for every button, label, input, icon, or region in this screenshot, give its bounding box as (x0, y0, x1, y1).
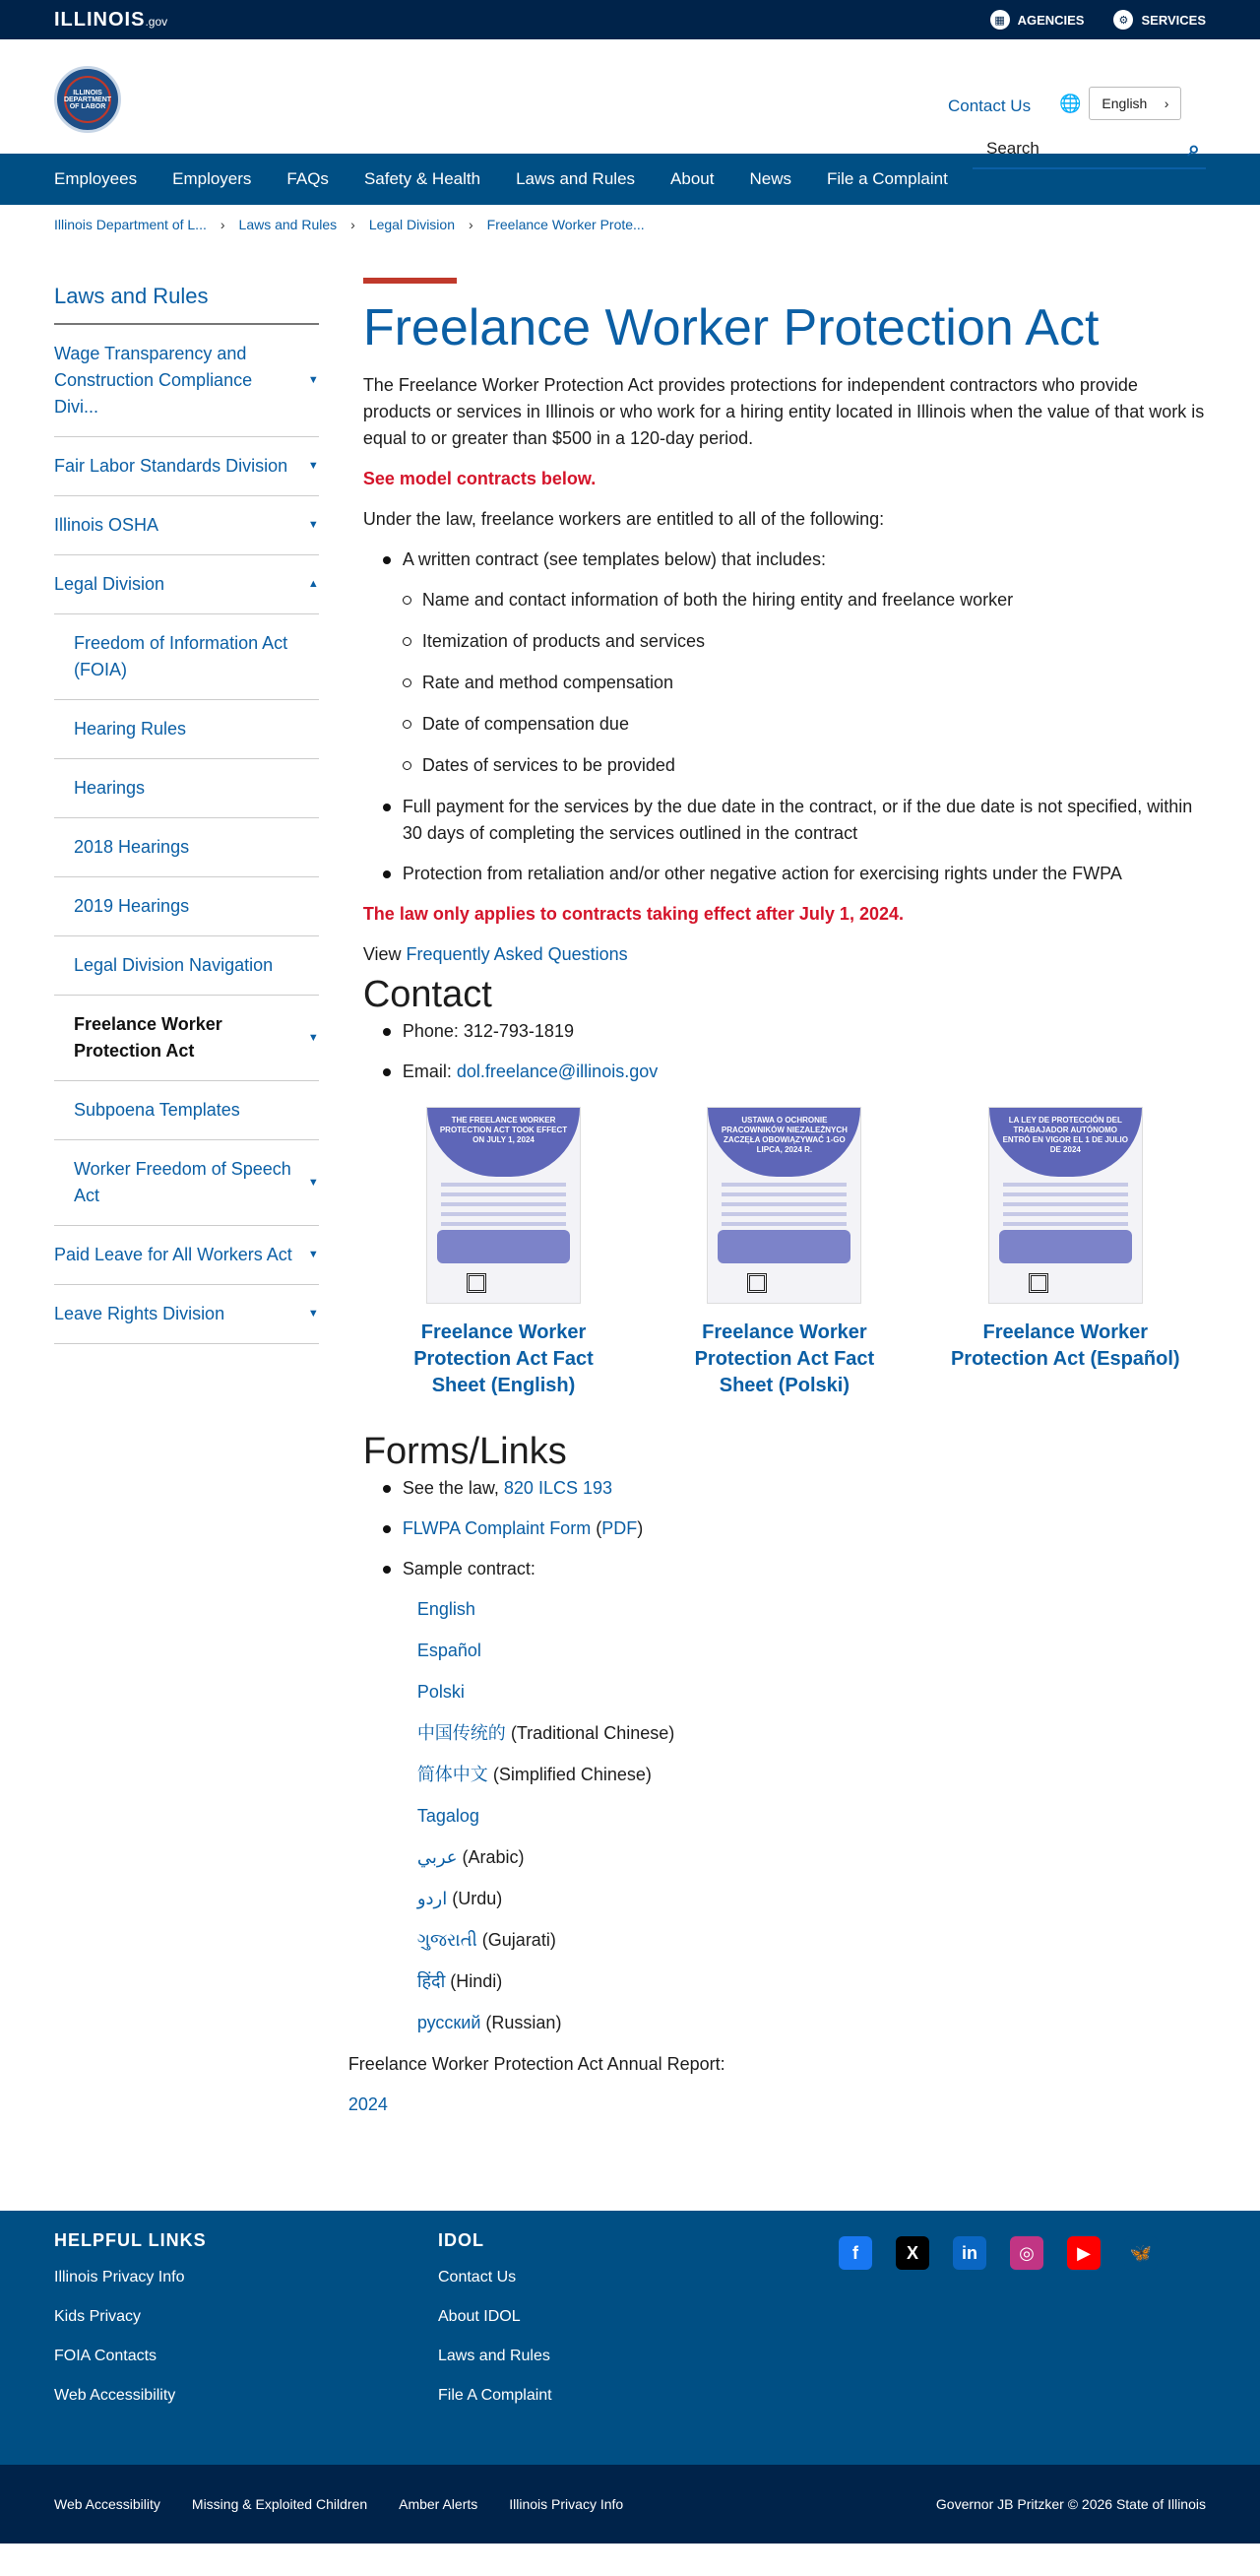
sample-contract-item (417, 1638, 1206, 1664)
idol-seal[interactable]: ILLINOIS DEPARTMENT OF LABOR (54, 66, 121, 133)
footer-link[interactable]: File A Complaint (438, 2387, 552, 2404)
qr-code-icon (747, 1273, 767, 1293)
list-item: Protection from retaliation and/or other negative action for exercising rights under the FWPA (383, 861, 1206, 887)
sidebar-item[interactable] (54, 1226, 319, 1285)
sidebar-item[interactable] (54, 1140, 319, 1226)
footer-link[interactable]: Contact Us (438, 2269, 517, 2286)
footer-link[interactable]: Kids Privacy (54, 2308, 142, 2325)
chevron-right-icon: › (220, 217, 225, 232)
sidebar-item-label: Freedom of Information Act (FOIA) (74, 633, 288, 679)
nav-item[interactable]: File a Complaint (826, 169, 948, 188)
bluesky-icon[interactable]: 🦋 (1124, 2236, 1158, 2270)
header (0, 39, 1260, 161)
breadcrumb-item[interactable]: Legal Division (368, 217, 455, 232)
email-link[interactable]: dol.freelance@illinois.gov (456, 1062, 659, 1081)
sample-contract-link[interactable]: русский (416, 2013, 481, 2032)
bottom-link[interactable]: Missing & Exploited Children (191, 2496, 368, 2512)
sidebar-item-label: Freelance Worker Protection Act (74, 1014, 222, 1061)
sidebar-item-label: Legal Division Navigation (74, 955, 274, 975)
sample-contract-item (417, 1968, 1206, 1995)
nav-item[interactable]: News (749, 169, 791, 188)
sidebar-item[interactable] (54, 437, 319, 496)
list-item: Dates of services to be provided (403, 752, 1206, 779)
sidebar (54, 284, 319, 2132)
linkedin-icon[interactable]: in (953, 2236, 986, 2270)
services-icon: ⚙ (1113, 10, 1133, 30)
thumbnail-heading: USTAWA O OCHRONIE PRACOWNIKÓW NIEZALEŻNYCH ZACZĘŁA OBOWIĄZYWAĆ 1-GO LIPCA, 2024 R. (708, 1108, 860, 1177)
fact-sheet-thumbnail[interactable] (426, 1107, 581, 1304)
sidebar-item[interactable] (54, 555, 319, 614)
sample-contract-link[interactable]: Español (416, 1641, 481, 1660)
sample-contract-item (417, 1679, 1206, 1706)
thumbnail-heading: THE FREELANCE WORKER PROTECTION ACT TOOK EFFECT ON JULY 1, 2024 (427, 1108, 580, 1177)
sidebar-item-label: Subpoena Templates (74, 1100, 240, 1120)
x-icon[interactable]: X (896, 2236, 929, 2270)
helpful-links-heading: HELPFUL LINKS (54, 2230, 207, 2250)
language-selector[interactable]: 🌐 English › (1059, 87, 1181, 120)
sidebar-item-label: 2018 Hearings (74, 837, 190, 857)
caret-down-icon[interactable]: ▼ (307, 460, 319, 472)
main-content (347, 244, 1206, 2132)
caret-down-icon[interactable]: ▼ (307, 1176, 319, 1189)
pdf-link[interactable]: PDF (601, 1518, 638, 1538)
fact-sheet-thumbnail[interactable] (988, 1107, 1143, 1304)
facebook-icon[interactable]: f (839, 2236, 872, 2270)
sidebar-item-label: Illinois OSHA (54, 515, 159, 535)
email: Email: dol.freelance@illinois.gov (383, 1059, 1206, 1085)
chevron-right-icon: › (350, 217, 355, 232)
sample-contract-item (417, 2010, 1206, 2036)
sidebar-item[interactable] (54, 759, 319, 818)
sidebar-item[interactable] (54, 496, 319, 555)
phone: Phone: 312-793-1819 (383, 1018, 1206, 1045)
sample-language-note: (Traditional Chinese) (510, 1723, 675, 1743)
sample-language-note: (Hindi) (450, 1971, 503, 1991)
chevron-right-icon: › (1164, 96, 1169, 111)
bottom-link[interactable]: Amber Alerts (399, 2496, 478, 2512)
fact-sheet-thumbnail[interactable] (707, 1107, 861, 1304)
sidebar-item[interactable] (54, 996, 319, 1081)
instagram-icon[interactable]: ◎ (1010, 2236, 1043, 2270)
title-accent (363, 278, 457, 284)
breadcrumb-item[interactable]: Freelance Worker Prote... (486, 217, 645, 232)
illinois-logo[interactable]: ILLINOIS.gov (54, 8, 168, 31)
sample-contract-item (417, 1844, 1206, 1871)
applies-note: The law only applies to contracts taking effect after July 1, 2024. (362, 904, 904, 924)
caret-down-icon[interactable]: ▼ (307, 374, 319, 386)
qr-code-icon (1029, 1273, 1048, 1293)
caret-up-icon[interactable]: ▲ (307, 578, 319, 590)
sample-contract-link[interactable]: عربي (416, 1847, 458, 1867)
copyright: Governor JB Pritzker © 2026 State of Illinois (935, 2496, 1206, 2512)
list-item: FLWPA Complaint Form (PDF) (383, 1515, 1206, 1542)
list-item: Date of compensation due (403, 711, 1206, 738)
model-note: See model contracts below. (362, 469, 597, 488)
annual-report-link[interactable]: 2024 (347, 2094, 388, 2114)
sidebar-item-label: Leave Rights Division (54, 1304, 225, 1323)
list-item: Itemization of products and services (403, 628, 1206, 655)
sidebar-item[interactable] (54, 1285, 319, 1344)
footer-link[interactable]: Web Accessibility (54, 2387, 176, 2404)
nav-item[interactable]: FAQs (286, 169, 329, 188)
page-title: Freelance Worker Protection Act (362, 299, 1100, 356)
sidebar-item-label: Hearing Rules (74, 719, 187, 739)
sample-language-note: (Gujarati) (481, 1930, 556, 1950)
sample-language-note: (Urdu) (452, 1889, 503, 1908)
building-icon: ▦ (990, 10, 1010, 30)
list-item: Sample contract: (383, 1556, 1206, 1582)
sample-contract-link[interactable]: 简体中文 (416, 1765, 488, 1784)
sample-language-note: (Arabic) (462, 1847, 525, 1867)
caret-down-icon[interactable]: ▼ (307, 519, 319, 531)
fact-sheet-title[interactable]: Freelance Worker Protection Act Fact Sheet (Polski) (694, 1321, 875, 1396)
sample-contract-link[interactable]: Tagalog (416, 1806, 479, 1826)
sample-contract-link[interactable]: اردو (416, 1889, 448, 1908)
bottom-bar (0, 2465, 1260, 2544)
sidebar-item[interactable] (54, 936, 319, 996)
idol-heading: IDOL (438, 2230, 484, 2250)
forms-heading: Forms/Links (362, 1431, 567, 1472)
contact-us-link[interactable]: Contact Us (948, 97, 1032, 115)
sample-contract-link[interactable]: Polski (416, 1682, 465, 1702)
sidebar-item-label: Worker Freedom of Speech Act (74, 1159, 291, 1205)
contact-heading: Contact (362, 974, 492, 1015)
caret-down-icon[interactable]: ▼ (307, 1308, 319, 1320)
nav-item[interactable]: Safety & Health (363, 169, 481, 188)
fact-sheets (363, 1107, 1206, 1399)
sidebar-item-label: Hearings (74, 778, 146, 798)
fact-sheet-card[interactable] (666, 1107, 903, 1399)
qr-code-icon (467, 1273, 486, 1293)
sidebar-item[interactable] (54, 877, 319, 936)
chevron-right-icon: › (469, 217, 473, 232)
list-item: Name and contact information of both the hiring entity and freelance worker (403, 587, 1206, 613)
bottom-link[interactable]: Illinois Privacy Info (509, 2496, 624, 2512)
footer-link[interactable]: Illinois Privacy Info (54, 2269, 185, 2286)
globe-icon: 🌐 (1059, 93, 1082, 113)
list-item: A written contract (see templates below) that includes: Name and contact information of both the hiring entity and freelance worker Itemization of products and services Rate and method compensation Date of compensation due Dates of services to be provided (383, 547, 1206, 779)
sidebar-item-label: Wage Transparency and Construction Compliance Divi... (54, 344, 253, 417)
sample-contract-item (417, 1927, 1206, 1954)
breadcrumb-item[interactable]: Illinois Department of L... (54, 217, 207, 232)
nav-item[interactable]: Employers (172, 169, 252, 188)
sidebar-item[interactable] (54, 614, 319, 700)
nav-item[interactable]: Employees (54, 169, 138, 188)
sidebar-item[interactable] (54, 1081, 319, 1140)
sample-contract-item (417, 1762, 1206, 1788)
complaint-form-link[interactable]: FLWPA Complaint Form (402, 1518, 592, 1538)
sidebar-item[interactable] (54, 700, 319, 759)
sidebar-title[interactable]: Laws and Rules (54, 284, 319, 325)
sidebar-item-label: Fair Labor Standards Division (54, 456, 288, 476)
search-icon[interactable]: ⌕ (1187, 136, 1200, 161)
sidebar-item-label: Paid Leave for All Workers Act (54, 1245, 292, 1264)
sidebar-item-label: Legal Division (54, 574, 165, 594)
sample-contract-item (417, 1596, 1206, 1623)
fact-sheet-card[interactable] (386, 1107, 622, 1399)
breadcrumb-item[interactable]: Laws and Rules (238, 217, 338, 232)
sidebar-item[interactable] (54, 818, 319, 877)
sample-contract-item (417, 1886, 1206, 1912)
faq-line: View Frequently Asked Questions (362, 944, 628, 964)
entitled-text: Under the law, freelance workers are entitled to all of the following: (362, 509, 885, 529)
fact-sheet-title[interactable]: Freelance Worker Protection Act Fact Sheet (English) (413, 1321, 594, 1396)
youtube-icon[interactable]: ▶ (1067, 2236, 1101, 2270)
search-input[interactable]: Search ⌕ (973, 130, 1206, 169)
sidebar-item[interactable] (54, 325, 319, 437)
bottom-link[interactable]: Web Accessibility (54, 2496, 160, 2512)
fact-sheet-title[interactable]: Freelance Worker Protection Act (Español) (950, 1321, 1180, 1370)
sample-language-note: (Russian) (485, 2013, 562, 2032)
thumbnail-heading: LA LEY DE PROTECCIÓN DEL TRABAJADOR AUTÓNOMO ENTRÓ EN VIGOR EL 1 DE JULIO DE 2024 (989, 1108, 1142, 1177)
footer-link[interactable]: Laws and Rules (438, 2348, 550, 2364)
agencies-link[interactable]: ▦ AGENCIES (990, 10, 1085, 30)
list-item: See the law, 820 ILCS 193 (383, 1475, 1206, 1502)
law-link[interactable]: 820 ILCS 193 (503, 1478, 612, 1498)
annual-report-label: Freelance Worker Protection Act Annual Report: (347, 2054, 725, 2074)
caret-down-icon[interactable]: ▼ (307, 1031, 319, 1044)
nav-item[interactable]: Laws and Rules (516, 169, 636, 188)
sample-contract-link[interactable]: English (416, 1599, 475, 1619)
fact-sheet-card[interactable] (947, 1107, 1183, 1399)
services-link[interactable]: ⚙ SERVICES (1113, 10, 1206, 30)
footer (0, 2211, 1260, 2465)
list-item: Full payment for the services by the due date in the contract, or if the due date is not specified, within 30 days of completing the services outlined in the contract (383, 794, 1206, 847)
footer-link[interactable]: FOIA Contacts (54, 2348, 158, 2364)
intro-text: The Freelance Worker Protection Act provides protections for independent contractors who provide products or services in Illinois or who work for a hiring entity located in Illinois when the value of that work is equal to or greater than $500 in a 120-day period. (362, 375, 1205, 448)
sample-contract-link[interactable]: ગુજરાતી (416, 1930, 477, 1950)
sidebar-item-label: 2019 Hearings (74, 896, 190, 916)
nav-item[interactable]: About (670, 169, 715, 188)
footer-link[interactable]: About IDOL (438, 2308, 521, 2325)
list-item: Rate and method compensation (403, 670, 1206, 696)
sample-contract-item (417, 1720, 1206, 1747)
faq-link[interactable]: Frequently Asked Questions (406, 944, 628, 964)
breadcrumb (0, 205, 1260, 244)
sample-contract-item (417, 1803, 1206, 1830)
sample-language-note: (Simplified Chinese) (492, 1765, 652, 1784)
top-bar (0, 0, 1260, 39)
sample-contract-link[interactable]: हिंदी (416, 1971, 446, 1991)
sample-contract-link[interactable]: 中国传统的 (416, 1723, 506, 1743)
caret-down-icon[interactable]: ▼ (307, 1249, 319, 1260)
